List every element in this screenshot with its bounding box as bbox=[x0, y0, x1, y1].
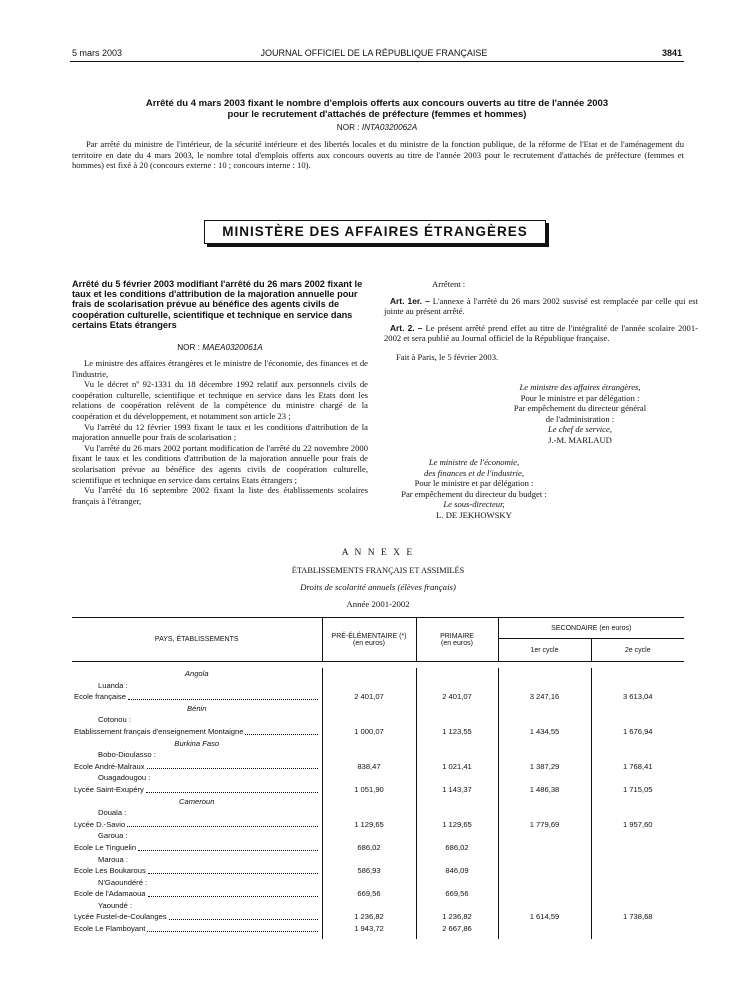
school-cell bbox=[72, 761, 322, 773]
value-prim bbox=[416, 680, 498, 692]
value-pre bbox=[322, 900, 416, 912]
value-c2: 3 613,04 bbox=[591, 691, 684, 703]
nor-code: INTA0320062A bbox=[361, 123, 418, 132]
city-name: Garoua : bbox=[98, 831, 128, 841]
value-c1 bbox=[498, 796, 591, 808]
school-name: Lycée Saint-Exupéry bbox=[74, 784, 144, 794]
dot-leader bbox=[146, 784, 318, 793]
value-pre: 838,47 bbox=[322, 761, 416, 773]
col-header-cycle1: 1er cycle bbox=[498, 639, 591, 662]
value-c1 bbox=[498, 854, 591, 866]
value-prim: 1 129,65 bbox=[416, 819, 498, 831]
article-2-label: Art. 2. – bbox=[390, 322, 423, 333]
col-header-pre bbox=[322, 618, 416, 662]
value-c1 bbox=[498, 865, 591, 877]
school-name: Lycée Fustel-de-Coulanges bbox=[74, 912, 167, 922]
city-row bbox=[72, 772, 684, 784]
value-c2: 1 738,68 bbox=[591, 911, 684, 923]
value-prim bbox=[416, 900, 498, 912]
value-c2 bbox=[591, 877, 684, 889]
city-row bbox=[72, 807, 684, 819]
signatory-title: des finances et de l'industrie, bbox=[424, 467, 524, 478]
article-1-text: L'annexe à l'arrêté du 26 mars 2002 susvisé est remplacée par celle qui est jointe au présent arrêté. bbox=[384, 295, 698, 317]
annexe-subheading: ÉTABLISSEMENTS FRANÇAIS ET ASSIMILÉS bbox=[291, 566, 465, 575]
signatory-role: Le chef de service, bbox=[548, 424, 612, 435]
school-name: Ecole française bbox=[74, 692, 126, 702]
value-pre bbox=[322, 703, 416, 715]
arrete1-body: Par arrêté du ministre de l'intérieur, de la sécurité intérieure et des libertés locales et du ministre de la fonction publique, de la réforme de l'Etat et de l'aménagement du territoire en date du 4 mars 2003, le nombre total d'emplois offerts aux concours ouverts au titre de l'année 2003 pour le recrutement d'attachés de préfecture (femmes et hommes) est fixé à 20 (concours externe : 10 ; concours interne : 10). bbox=[72, 139, 684, 171]
value-c1 bbox=[498, 772, 591, 784]
value-pre bbox=[322, 668, 416, 680]
value-c1 bbox=[498, 923, 591, 935]
value-c1 bbox=[498, 807, 591, 819]
signatory-role: Le sous-directeur, bbox=[443, 499, 505, 510]
signatory-title: Le ministre de l'économie, bbox=[428, 457, 520, 467]
value-c1 bbox=[498, 842, 591, 854]
value-pre: 1 000,07 bbox=[322, 726, 416, 738]
annexe-caption: Droits de scolarité annuels (élèves français) bbox=[300, 582, 456, 592]
value-prim bbox=[416, 877, 498, 889]
paragraph: Vu l'arrêté du 26 mars 2002 portant modification de l'arrêté du 22 novembre 2000 fixant le taux et les conditions d'attribution de la majoration annuelle pour frais de scolarisation prévue au bénéfice des agents civils de coopération culturelle, scientifique et technique en service dans certains Etats étrangers ; bbox=[72, 442, 368, 485]
col-header-pre-label: PRÉ-ÉLÉMENTAIRE (*) bbox=[331, 632, 407, 640]
nor-label: NOR : bbox=[336, 123, 360, 132]
value-pre: 586,93 bbox=[322, 865, 416, 877]
value-c1 bbox=[498, 888, 591, 900]
city-row bbox=[72, 877, 684, 889]
value-c2 bbox=[591, 738, 684, 750]
arrete1-title-line2: pour le recrutement d'attachés de préfecture (femmes et hommes) bbox=[227, 109, 527, 120]
table-row bbox=[72, 865, 684, 877]
school-name: Ecole Le Tinguelin bbox=[74, 842, 137, 852]
value-c1 bbox=[498, 714, 591, 726]
value-prim: 2 401,07 bbox=[416, 691, 498, 703]
school-name: Ecole Les Boukarous bbox=[74, 866, 146, 876]
value-c1: 1 387,29 bbox=[498, 761, 591, 773]
ministry-heading: MINISTÈRE DES AFFAIRES ÉTRANGÈRES bbox=[204, 220, 546, 244]
dot-leader bbox=[245, 726, 317, 735]
table-row bbox=[72, 923, 684, 935]
annexe-heading: A N N E X E bbox=[341, 548, 415, 558]
value-prim bbox=[416, 772, 498, 784]
dot-leader bbox=[147, 761, 318, 770]
article-2-text: Le présent arrêté prend effet au titre de l'intégralité de l'année scolaire 2001-2002 et sera publié au Journal officiel de la République française. bbox=[384, 322, 698, 344]
value-prim bbox=[416, 807, 498, 819]
arrete2-title: Arrêté du 5 février 2003 modifiant l'arrêté du 26 mars 2002 fixant le taux et les conditions d'attribution de la majoration annuelle pour frais de scolarisation prévue au bénéfice des agents civils de coopération culturelle, scientifique et technique en service dans certains Etats étrangers bbox=[72, 279, 363, 330]
value-c2 bbox=[591, 865, 684, 877]
arrete1-nor bbox=[70, 123, 684, 132]
value-c2 bbox=[591, 888, 684, 900]
country-row bbox=[72, 796, 684, 808]
table-row bbox=[72, 761, 684, 773]
value-prim: 1 143,37 bbox=[416, 784, 498, 796]
col-header-prim-label: PRIMAIRE bbox=[440, 632, 474, 640]
value-c1 bbox=[498, 680, 591, 692]
value-c2 bbox=[591, 900, 684, 912]
value-prim: 1 123,55 bbox=[416, 726, 498, 738]
dot-leader bbox=[147, 923, 317, 932]
paragraph: Vu l'arrêté du 16 septembre 2002 fixant la liste des établissements scolaires français à l'étranger, bbox=[72, 485, 368, 506]
value-c1: 1 434,55 bbox=[498, 726, 591, 738]
value-pre: 1 051,90 bbox=[322, 784, 416, 796]
school-name: Ecole André-Malraux bbox=[74, 761, 145, 771]
value-pre bbox=[322, 796, 416, 808]
table-row bbox=[72, 888, 684, 900]
value-pre bbox=[322, 714, 416, 726]
school-name: Etablissement français d'enseignement Montaigne bbox=[74, 726, 244, 736]
header-page-number: 3841 bbox=[661, 48, 682, 58]
table-row bbox=[72, 911, 684, 923]
value-c1 bbox=[498, 738, 591, 750]
value-pre bbox=[322, 772, 416, 784]
signature-line: Par empêchement du directeur du budget : bbox=[401, 488, 547, 499]
annexe-year: Année 2001-2002 bbox=[346, 599, 410, 609]
signature-line: Pour le ministre et par délégation : bbox=[414, 478, 534, 489]
value-c2: 1 768,41 bbox=[591, 761, 684, 773]
article-2 bbox=[384, 323, 698, 344]
city-name: Douala : bbox=[98, 808, 127, 818]
arretent-line: Arrêtent : bbox=[432, 279, 466, 289]
value-c1 bbox=[498, 668, 591, 680]
value-pre bbox=[322, 830, 416, 842]
city-name: Cotonou : bbox=[98, 715, 131, 725]
value-c2 bbox=[591, 772, 684, 784]
article-1 bbox=[384, 296, 698, 317]
value-c1 bbox=[498, 830, 591, 842]
article-1-label: Art. 1er. – bbox=[390, 295, 430, 306]
school-name: Ecole Le Flamboyant bbox=[74, 924, 146, 934]
value-pre bbox=[322, 807, 416, 819]
col-header-prim-unit: (en euros) bbox=[441, 639, 473, 647]
dot-leader bbox=[127, 819, 317, 828]
city-row bbox=[72, 830, 684, 842]
signature-block-1 bbox=[470, 382, 690, 446]
value-prim bbox=[416, 854, 498, 866]
value-c2 bbox=[591, 854, 684, 866]
country-name: Bénin bbox=[187, 703, 207, 713]
value-c2: 1 957,60 bbox=[591, 819, 684, 831]
school-cell bbox=[72, 691, 322, 703]
value-pre bbox=[322, 877, 416, 889]
col-header-sec: SECONDAIRE (en euros) bbox=[498, 618, 684, 639]
dot-leader bbox=[138, 842, 317, 851]
value-prim bbox=[416, 830, 498, 842]
signature-line: Par empêchement du directeur général bbox=[513, 403, 647, 414]
value-c2: 1 715,05 bbox=[591, 784, 684, 796]
value-pre bbox=[322, 738, 416, 750]
table-row bbox=[72, 842, 684, 854]
nor-code: MAEA0320061A bbox=[202, 343, 263, 352]
country-row bbox=[72, 668, 684, 680]
school-name: Ecole de l'Adamaoua bbox=[74, 889, 146, 899]
value-prim: 1 021,41 bbox=[416, 761, 498, 773]
value-pre: 669,56 bbox=[322, 888, 416, 900]
value-c1 bbox=[498, 749, 591, 761]
value-pre: 2 401,07 bbox=[322, 691, 416, 703]
col-header-pre-unit: (en euros) bbox=[353, 639, 385, 647]
value-c2 bbox=[591, 749, 684, 761]
school-cell bbox=[72, 726, 322, 738]
school-cell bbox=[72, 819, 322, 831]
signature-line: de l'administration : bbox=[545, 413, 615, 424]
city-name: Bobo-Dioulasso : bbox=[98, 750, 156, 760]
school-cell bbox=[72, 784, 322, 796]
country-row bbox=[72, 703, 684, 715]
city-name: Luanda : bbox=[98, 680, 128, 690]
value-c2 bbox=[591, 830, 684, 842]
city-row bbox=[72, 900, 684, 912]
country-name: Burkina Faso bbox=[174, 738, 220, 748]
annexe-table bbox=[72, 617, 684, 939]
dot-leader bbox=[169, 911, 318, 920]
value-c1: 3 247,16 bbox=[498, 691, 591, 703]
school-name: Lycée D.-Savio bbox=[74, 819, 126, 829]
city-name: Yaoundé : bbox=[98, 900, 133, 910]
header-date: 5 mars 2003 bbox=[72, 48, 123, 58]
value-pre bbox=[322, 854, 416, 866]
value-prim: 846,09 bbox=[416, 865, 498, 877]
country-name: Angola bbox=[184, 669, 209, 678]
arrete2-nor bbox=[72, 343, 368, 352]
value-c1: 1 779,69 bbox=[498, 819, 591, 831]
col-header-cycle2: 2e cycle bbox=[591, 639, 684, 662]
paragraph: Vu l'arrêté du 12 février 1993 fixant le taux et les conditions d'attribution de la majoration annuelle pour frais de scolarisation ; bbox=[72, 421, 368, 443]
signatory-name: L. DE JEKHOWSKY bbox=[436, 509, 512, 520]
value-prim: 686,02 bbox=[416, 842, 498, 854]
value-c2 bbox=[591, 923, 684, 935]
school-cell bbox=[72, 888, 322, 900]
value-prim: 669,56 bbox=[416, 888, 498, 900]
value-pre: 1 943,72 bbox=[322, 923, 416, 935]
value-c1 bbox=[498, 703, 591, 715]
value-pre: 1 236,82 bbox=[322, 911, 416, 923]
value-c2 bbox=[591, 703, 684, 715]
arrete1-title-line1: Arrêté du 4 mars 2003 fixant le nombre d'emplois offerts aux concours ouverts au titre de l'année 2003 bbox=[145, 98, 609, 109]
signature-line: Pour le ministre et par délégation : bbox=[520, 392, 640, 403]
dot-leader bbox=[148, 865, 318, 874]
dot-leader bbox=[128, 691, 318, 700]
value-c2 bbox=[591, 680, 684, 692]
table-bottom-spacer bbox=[72, 935, 684, 939]
nor-label: NOR : bbox=[177, 343, 200, 352]
city-row bbox=[72, 680, 684, 692]
arrete1-title bbox=[70, 98, 684, 120]
country-name: Cameroun bbox=[179, 796, 215, 806]
paragraph: Le ministre des affaires étrangères et le ministre de l'économie, des finances et de l'industrie, bbox=[72, 358, 368, 379]
school-cell bbox=[72, 911, 322, 923]
value-prim: 2 667,86 bbox=[416, 923, 498, 935]
header-journal: JOURNAL OFFICIEL DE LA RÉPUBLIQUE FRANÇAISE bbox=[260, 48, 488, 58]
col-header-prim bbox=[416, 618, 498, 662]
value-prim: 1 236,82 bbox=[416, 911, 498, 923]
value-c2 bbox=[591, 668, 684, 680]
dot-leader bbox=[148, 888, 318, 897]
value-prim bbox=[416, 714, 498, 726]
city-name: Maroua : bbox=[98, 854, 128, 864]
arrete2-dispositif bbox=[384, 279, 698, 363]
arrete2-considerants bbox=[72, 358, 368, 506]
header-rule bbox=[70, 61, 684, 62]
city-row bbox=[72, 854, 684, 866]
city-name: N'Gaoundéré : bbox=[98, 877, 148, 887]
col-header-pays: PAYS, ÉTABLISSEMENTS bbox=[154, 636, 239, 643]
value-c1 bbox=[498, 877, 591, 889]
table-row bbox=[72, 819, 684, 831]
value-pre bbox=[322, 680, 416, 692]
value-c1: 1 614,59 bbox=[498, 911, 591, 923]
value-pre bbox=[322, 749, 416, 761]
value-c1 bbox=[498, 900, 591, 912]
school-cell bbox=[72, 842, 322, 854]
table-row bbox=[72, 726, 684, 738]
value-c2 bbox=[591, 842, 684, 854]
value-prim bbox=[416, 796, 498, 808]
value-prim bbox=[416, 703, 498, 715]
table-row bbox=[72, 784, 684, 796]
signature-block-2 bbox=[384, 457, 564, 521]
city-row bbox=[72, 714, 684, 726]
value-c2 bbox=[591, 807, 684, 819]
signatory-title: Le ministre des affaires étrangères, bbox=[519, 382, 641, 392]
value-c2: 1 676,94 bbox=[591, 726, 684, 738]
city-name: Ouagadougou : bbox=[98, 773, 151, 783]
value-c2 bbox=[591, 714, 684, 726]
value-c2 bbox=[591, 796, 684, 808]
signatory-name: J.-M. MARLAUD bbox=[548, 434, 612, 445]
value-c1: 1 486,38 bbox=[498, 784, 591, 796]
city-row bbox=[72, 749, 684, 761]
done-at-line: Fait à Paris, le 5 février 2003. bbox=[396, 351, 499, 362]
school-cell bbox=[72, 865, 322, 877]
value-prim bbox=[416, 749, 498, 761]
value-prim bbox=[416, 668, 498, 680]
value-pre: 686,02 bbox=[322, 842, 416, 854]
country-row bbox=[72, 738, 684, 750]
paragraph: Vu le décret nº 92-1331 du 18 décembre 1992 relatif aux personnels civils de coopération culturelle, scientifique et technique en service dans les Etats dont les relations de coopération relèvent de la compétence du ministre chargé de la coopération et du développement, et notamment son article 23 ; bbox=[72, 379, 368, 421]
table-row bbox=[72, 691, 684, 703]
value-prim bbox=[416, 738, 498, 750]
school-cell bbox=[72, 923, 322, 935]
value-pre: 1 129,65 bbox=[322, 819, 416, 831]
